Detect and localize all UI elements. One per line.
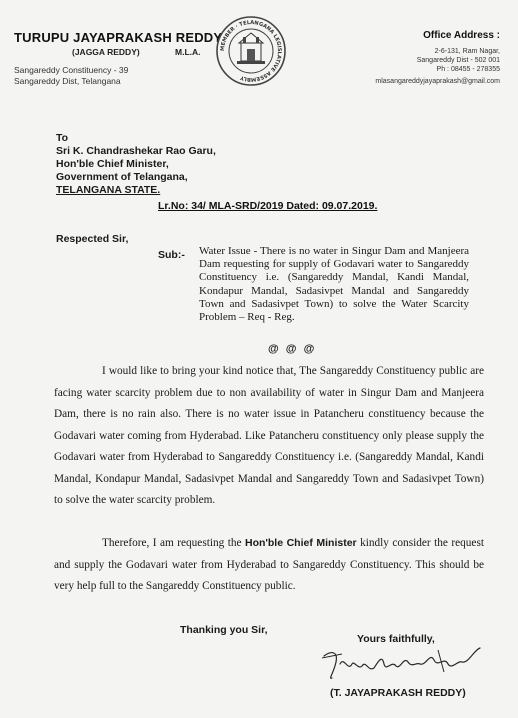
recipient-name: Sri K. Chandrashekar Rao Garu,: [56, 145, 216, 157]
office-address-line1: 2-6-131, Ram Nagar,: [434, 48, 500, 55]
subject-label: Sub:-: [158, 249, 185, 261]
office-phone: Ph : 08455 - 278355: [436, 66, 500, 73]
recipient-title: Hon'ble Chief Minister,: [56, 158, 169, 170]
recipient-to: To: [56, 132, 69, 144]
office-address-title: Office Address :: [423, 30, 500, 41]
para2-text-pre: Therefore, I am requesting the: [102, 537, 245, 549]
svg-text:MEMBER · TELANGANA LEGISLATIVE: MEMBER · TELANGANA LEGISLATIVE ASSEMBLY: [219, 19, 283, 83]
recipient-block: [56, 132, 216, 197]
closing-yours: Yours faithfully,: [357, 633, 435, 645]
signer-name: (T. JAYAPRAKASH REDDY): [330, 687, 466, 699]
closing-thanks: Thanking you Sir,: [180, 624, 268, 636]
letter-reference: Lr.No: 34/ MLA-SRD/2019 Dated: 09.07.2019.: [158, 200, 378, 212]
assembly-seal-icon: [215, 15, 287, 87]
recipient-state: TELANGANA STATE.: [56, 184, 161, 196]
subject-text: Water Issue - There is no water in Singur Dam and Manjeera Dam requesting for supply of Godavari water to Sangareddy Constituency i.e. (Sangareddy Mandal, Kandi Mandal, Kondapur Mandal, Sadasivpet Mandal and Sangareddy Town and Sadasivpet Town) to solve the Water Scarcity Problem – Req - Reg.: [199, 245, 469, 324]
separator: @ @ @: [268, 343, 317, 355]
letterhead-alias: (JAGGA REDDY): [72, 47, 140, 57]
letterhead-designation: M.L.A.: [175, 47, 201, 57]
recipient-govt: Government of Telangana,: [56, 171, 188, 183]
para2-addressee: Hon'ble Chief Minister: [244, 537, 357, 549]
signature-icon: [318, 642, 493, 687]
office-address-line2: Sangareddy Dist - 502 001: [416, 57, 500, 64]
body-paragraph-1: I would like to bring your kind notice that, The Sangareddy Constituency public are facing water scarcity problem due to non availability of water in Singur Dam and Manjeera Dam, there is no rain also. There is no water issue in Patancheru constituency because the Godavari water coming from Hyderabad. Like Patancheru constituency only please supply the Godavari water from Hyderabad to Sangareddy Constituency i.e. (Sangareddy Mandal, Kandi Mandal, Kondapur Mandal, Sadasivpet Mandal and Sangareddy Town and Sadasivpet Town) to solve the water scarcity problem.: [54, 365, 484, 506]
para2-text-post: kindly consider the request and supply the Godavari water from Hyderabad to Sangareddy Constituency. This should be very help full to the Sangareddy Constituency public.: [54, 537, 484, 592]
body-paragraph-2: [54, 533, 484, 598]
letterhead-district: Sangareddy Dist, Telangana: [14, 76, 121, 86]
letterhead-constituency: Sangareddy Constituency - 39: [14, 65, 129, 75]
office-email: mlasangareddyjayaprakash@gmail.com: [375, 78, 500, 85]
salutation: Respected Sir,: [56, 233, 129, 245]
letterhead-name: TURUPU JAYAPRAKASH REDDY: [14, 30, 223, 45]
